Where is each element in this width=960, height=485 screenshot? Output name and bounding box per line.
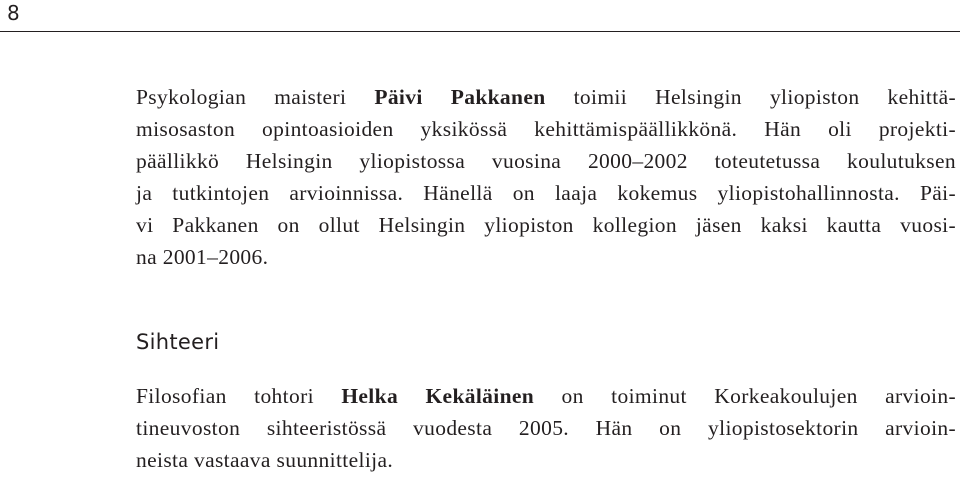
text-line: vi Pakkanen on ollut Helsingin yliopiston kollegion jäsen kaksi kautta vuosi- xyxy=(136,213,956,237)
person-name: Helka Kekäläinen xyxy=(341,384,535,408)
header-rule xyxy=(0,31,960,32)
section-heading: Sihteeri xyxy=(136,330,220,354)
text-span: toimii Helsingin yliopiston kehittä- xyxy=(545,85,956,109)
text-span: Psykologian maisteri xyxy=(136,85,375,109)
text-line: na 2001–2006. xyxy=(136,245,269,269)
text-line: misosaston opintoasioiden yksikössä kehittämispäällikkönä. Hän oli projekti- xyxy=(136,117,956,141)
text-span: on toiminut Korkeakoulujen arvioin- xyxy=(534,384,956,408)
paragraph-kekalainen-bio xyxy=(136,380,956,476)
text-line: neista vastaava suunnittelija. xyxy=(136,448,394,472)
paragraph-pakkanen-bio xyxy=(136,81,956,273)
text-line: ja tutkintojen arvioinnissa. Hänellä on laaja kokemus yliopistohallinnosta. Päi- xyxy=(136,181,956,205)
text-line: päällikkö Helsingin yliopistossa vuosina 2000–2002 toteutetussa koulutuksen xyxy=(136,149,956,173)
text-line xyxy=(136,380,956,412)
text-line: tineuvoston sihteeristössä vuodesta 2005. Hän on yliopistosektorin arvioin- xyxy=(136,416,956,440)
text-line xyxy=(136,81,956,113)
page-number: 8 xyxy=(7,1,20,25)
text-span: Filosofian tohtori xyxy=(136,384,342,408)
person-name: Päivi Pakkanen xyxy=(374,85,546,109)
